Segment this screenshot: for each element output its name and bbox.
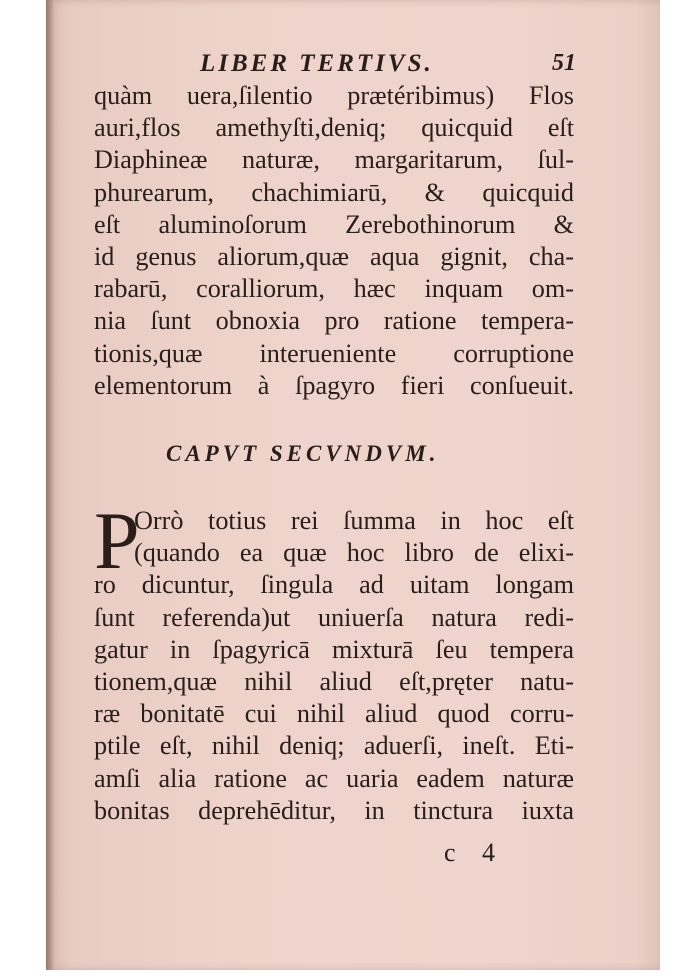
text-line: Diaphineæ naturæ, margaritarum, ſul- (94, 145, 574, 175)
text-line: ræ bonitatē cui nihil aliud quod corru- (94, 699, 574, 729)
text-line: nia ſunt obnoxia pro ratione tempera- (94, 306, 574, 336)
signature-mark: c 4 (444, 838, 506, 867)
paragraph-2 (94, 495, 574, 827)
text-line: ptile eſt, nihil deniq; aduerſi, ineſt. Eti- (94, 731, 574, 761)
text-line: amſi alia ratione ac uaria eadem naturæ (94, 763, 574, 793)
running-head: LIBER TERTIVS. (200, 50, 434, 77)
text-line: quàm uera,ſilentio prætéribimus) Flos (94, 81, 574, 110)
text-line: (quando ea quæ hoc libro de elixi- (134, 538, 574, 568)
text-line: eſt aluminoſorum Zerebothinorum & (94, 209, 574, 239)
text-line: id genus aliorum,quæ aqua gignit, cha- (94, 242, 574, 272)
text-line: tionem,quæ nihil aliud eſt,pręter natu- (94, 667, 574, 697)
text-line: elementorum à ſpagyro fieri conſueuit. (94, 370, 574, 400)
drop-cap: P (94, 495, 140, 586)
text-line: phurearum, chachimiarū, & quicquid (94, 177, 574, 207)
text-line: Orrò totius rei ſumma in hoc eſt (134, 506, 574, 535)
text-line: gatur in ſpagyricā mixturā ſeu tempera (94, 634, 574, 664)
text-line: bonitas deprehēditur, in tinctura iuxta (94, 795, 574, 825)
text-line: ſunt referenda)ut uniuerſa natura redi- (94, 602, 574, 632)
text-line: tionis,quæ interueniente corruptione (94, 338, 574, 368)
page-number: 51 (552, 50, 576, 76)
paragraph-1 (94, 80, 574, 402)
text-line: auri,flos amethyſti,deniq; quicquid eſt (94, 113, 574, 143)
text-line: ro dicuntur, ſingula ad uitam longam (94, 570, 574, 600)
chapter-heading: CAPVT SECVNDVM. (166, 441, 440, 466)
text-line: rabarū, coralliorum, hæc inquam om- (94, 274, 574, 304)
